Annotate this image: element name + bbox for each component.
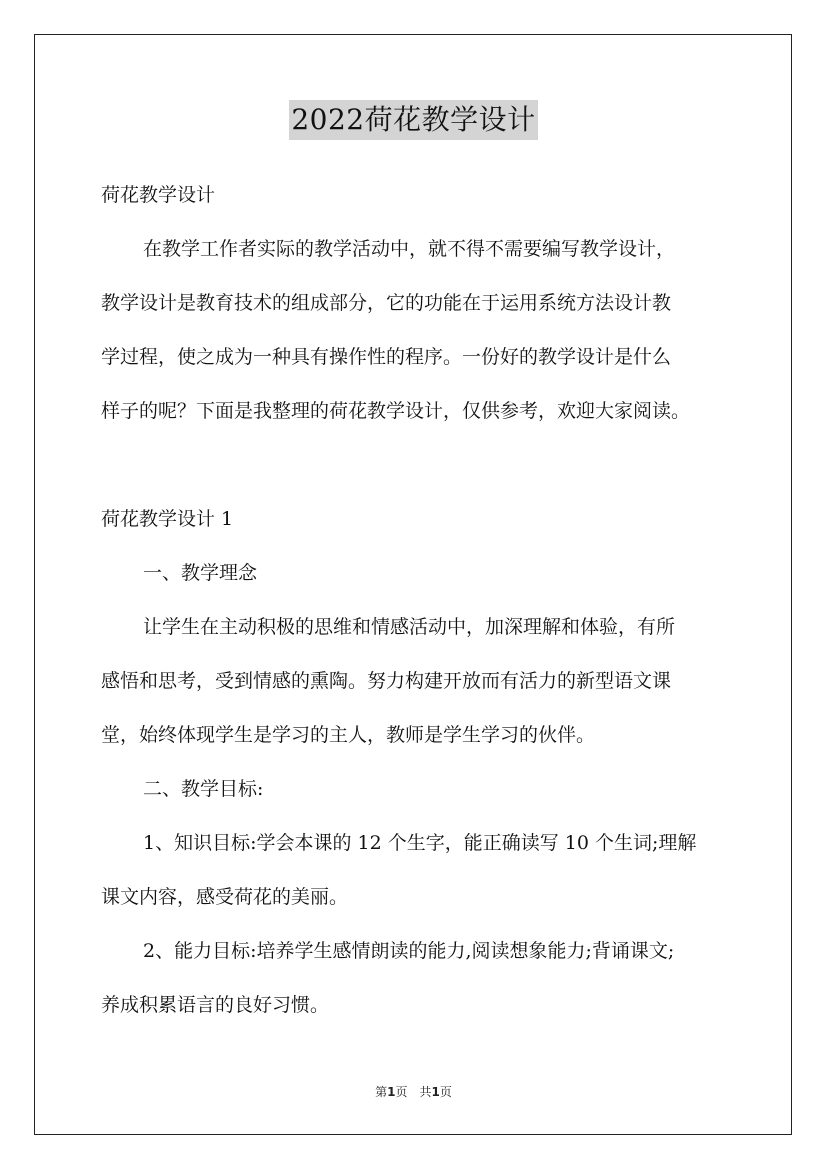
intro-heading: 荷花教学设计	[101, 184, 216, 206]
subsection-heading: 二、教学目标:	[143, 778, 264, 800]
blank-line	[101, 438, 741, 492]
page-footer	[0, 1083, 827, 1100]
document-title: 2022荷花教学设计	[289, 100, 537, 140]
paragraph-line: 样子的呢？下面是我整理的荷花教学设计，仅供参考，欢迎大家阅读。	[101, 400, 691, 422]
paragraph-line: 1、知识目标:学会本课的 12 个生字，能正确读写 10 个生词;理解	[143, 832, 697, 854]
title-container	[0, 100, 827, 140]
paragraph-line: 养成积累语言的良好习惯。	[101, 994, 330, 1016]
footer-prefix: 第	[375, 1085, 388, 1099]
paragraph-line: 课文内容，感受荷花的美丽。	[101, 886, 349, 908]
paragraph-line: 学过程，使之成为一种具有操作性的程序。一份好的教学设计是什么	[101, 346, 672, 368]
footer-total-pages: 1	[431, 1085, 440, 1099]
subsection-heading: 一、教学理念	[143, 562, 258, 584]
footer-page-number: 1	[387, 1085, 396, 1099]
section-heading: 荷花教学设计 1	[101, 508, 234, 530]
paragraph-line: 教学设计是教育技术的组成部分，它的功能在于运用系统方法设计教	[101, 292, 672, 314]
paragraph-line: 2、能力目标:培养学生感情朗读的能力,阅读想象能力;背诵课文;	[143, 940, 675, 962]
footer-middle: 页 共	[395, 1085, 432, 1099]
paragraph-line: 堂，始终体现学生是学习的主人，教师是学生学习的伙伴。	[101, 724, 596, 746]
paragraph-line: 在教学工作者实际的教学活动中，就不得不需要编写教学设计，	[143, 238, 676, 260]
paragraph-line: 感悟和思考，受到情感的熏陶。努力构建开放而有活力的新型语文课	[101, 670, 672, 692]
document-body	[101, 168, 741, 1032]
footer-suffix: 页	[439, 1085, 452, 1099]
paragraph-line: 让学生在主动积极的思维和情感活动中，加深理解和体验，有所	[143, 616, 676, 638]
